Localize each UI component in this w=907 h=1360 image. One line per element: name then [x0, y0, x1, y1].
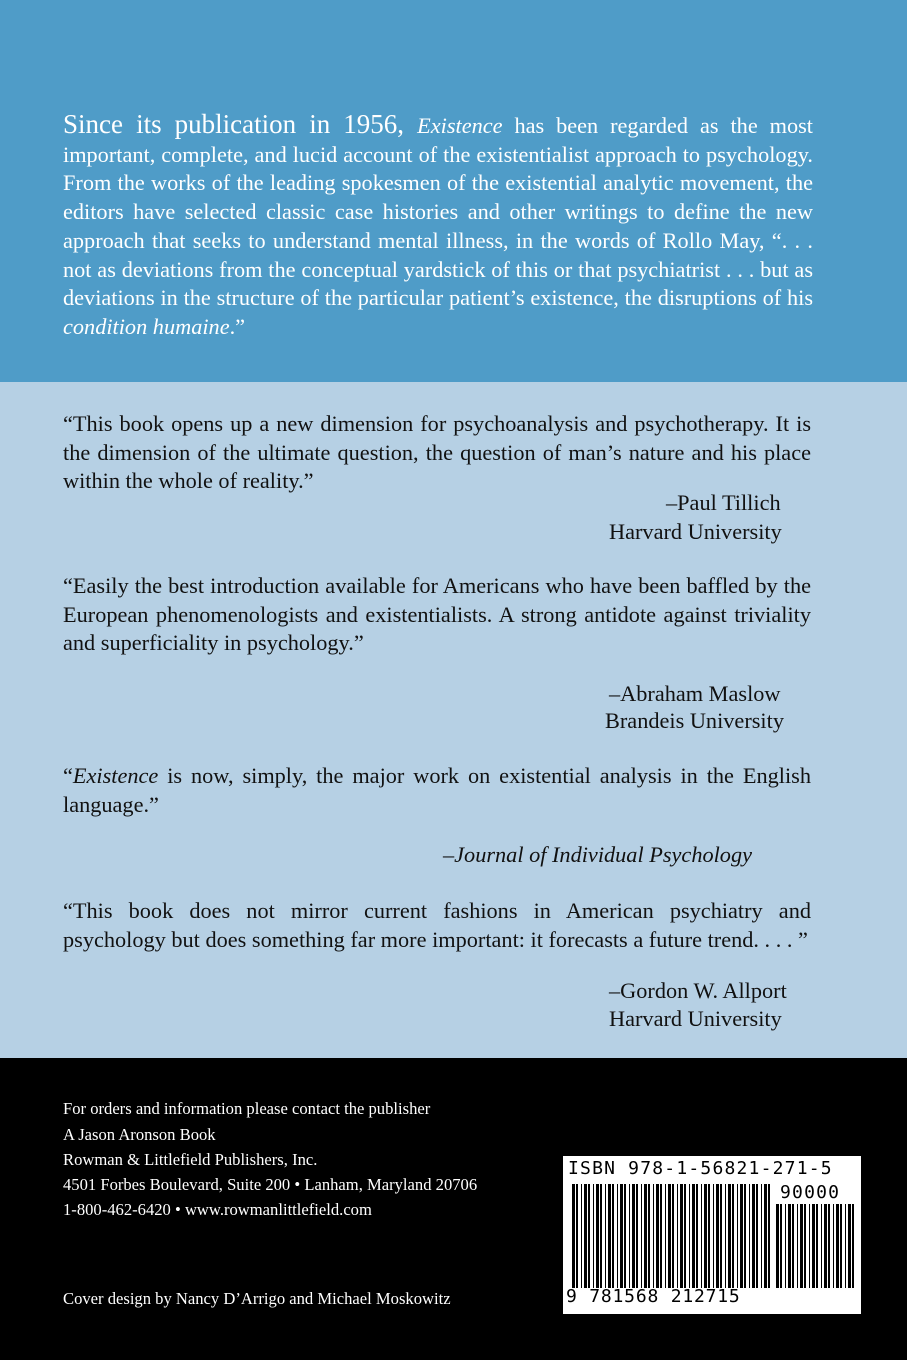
publisher-line-2: A Jason Aronson Book	[63, 1125, 216, 1144]
description-part-2: has been regarded as the most important, complete, and lucid account of the existentialist approach to psychology. From the works of the leading spokesmen of the existential analytic movement, the editors have selected classic case histories and other writings to define the new approach that seeks to understand mental illness, in the words of Rollo May, “. . . not as deviations from the conceptual yardstick of this or that psychiatrist . . . but as deviations in the structure of the particular patient’s existence, the disruptions of his	[63, 113, 813, 311]
review-author-3: –Journal of Individual Psychology	[443, 842, 752, 867]
review-author-1: –Paul Tillich	[666, 490, 781, 515]
review-quote-1: “This book opens up a new dimension for psychoanalysis and psychotherapy. It is the dimension of the ultimate question, the question of man’s nature and his place within the whole of reality.”	[63, 411, 811, 494]
description-title: Existence	[417, 113, 503, 138]
review-quote-3-body: is now, simply, the major work on existential analysis in the English language.”	[63, 763, 811, 817]
review-affiliation-2: Brandeis University	[605, 708, 784, 733]
description-part-1: Since its publication in 1956,	[63, 109, 418, 139]
review-author-2: –Abraham Maslow	[609, 681, 781, 706]
review-quote-3-title: Existence	[72, 763, 159, 788]
review-quote-4: “This book does not mirror current fashions in American psychiatry and psychology but does something far more important: it forecasts a future trend. . . . ”	[63, 898, 811, 952]
review-affiliation-1: Harvard University	[609, 519, 782, 544]
publisher-line-4: 4501 Forbes Boulevard, Suite 200 • Lanham, Maryland 20706	[63, 1175, 478, 1194]
ean-digits: 9 781568 212715	[566, 1286, 741, 1307]
description-part-3: .”	[229, 313, 246, 339]
publisher-line-1: For orders and information please contact the publisher	[63, 1099, 431, 1118]
review-affiliation-4: Harvard University	[609, 1006, 782, 1031]
isbn-text: ISBN 978-1-56821-271-5	[568, 1158, 833, 1179]
price-code: 90000	[780, 1182, 841, 1203]
review-author-4: –Gordon W. Allport	[609, 978, 787, 1003]
review-quote-2: “Easily the best introduction available for Americans who have been baffled by the European phenomenologists and existentialists. A strong antidote against triviality and superficiality in psychology.”	[63, 573, 811, 656]
review-quote-3	[63, 762, 811, 819]
book-description	[63, 110, 813, 342]
barcode-bars	[572, 1184, 772, 1288]
publisher-line-5: 1-800-462-6420 • www.rowmanlittlefield.com	[63, 1200, 372, 1219]
description-phrase: condition humaine	[63, 313, 230, 339]
publisher-line-3: Rowman & Littlefield Publishers, Inc.	[63, 1150, 318, 1169]
cover-credit: Cover design by Nancy D’Arrigo and Michael Moskowitz	[63, 1289, 451, 1308]
review-quote-3-open: “	[63, 763, 73, 788]
price-barcode-bars	[776, 1204, 858, 1288]
